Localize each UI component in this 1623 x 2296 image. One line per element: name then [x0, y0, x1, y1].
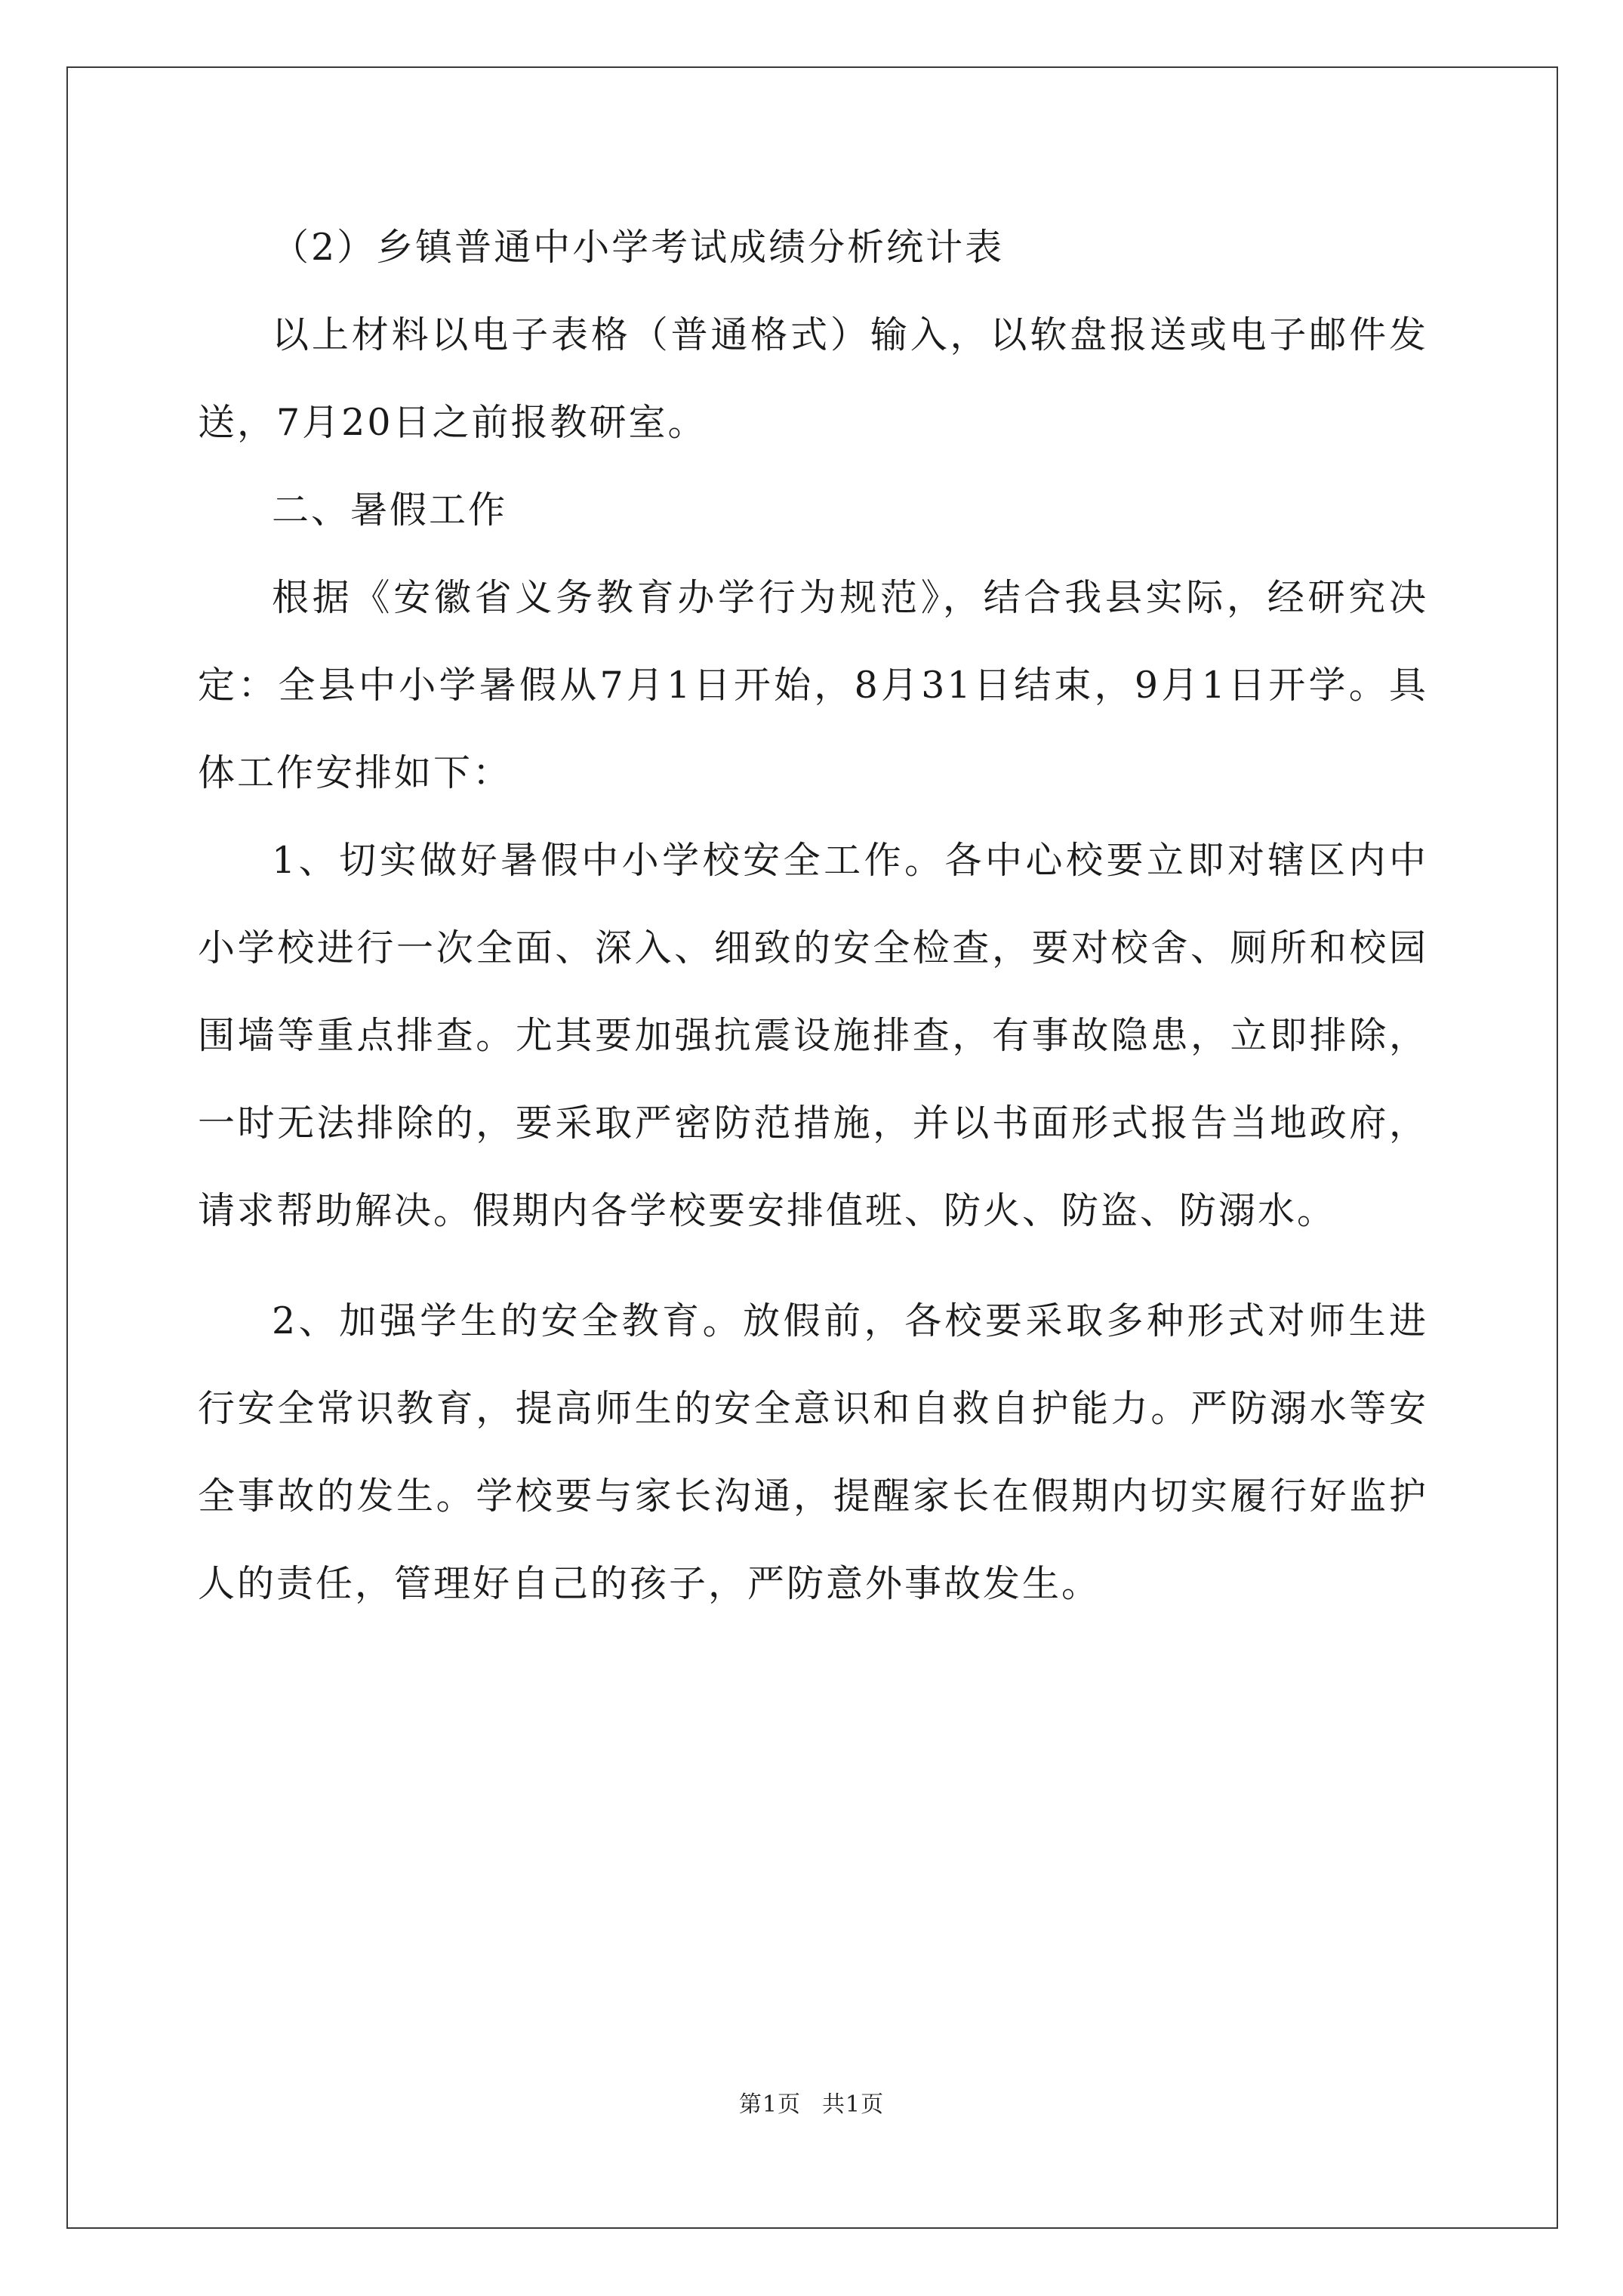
- paragraph-safety-work: 1、切实做好暑假中小学校安全工作。各中心校要立即对辖区内中小学校进行一次全面、深入、细致的安全检查，要对校舍、厕所和校园围墙等重点排查。尤其要加强抗震设施排查，有事故隐患，立即排除，一时无法排除的，要采取严密防范措施，并以书面形式报告当地政府，请求帮助解决。假期内各学校要安排值班、防火、防盗、防溺水。: [198, 839, 1428, 1232]
- page-total: 共1页: [822, 2091, 885, 2118]
- document-body: [198, 204, 1428, 1628]
- paragraph-summer-schedule: 根据《安徽省义务教育办学行为规范》，结合我县实际，经研究决定：全县中小学暑假从7月1日开始，8月31日结束，9月1日开学。具体工作安排如下：: [198, 576, 1428, 794]
- paragraph-attachment-item: （2）乡镇普通中小学考试成绩分析统计表: [272, 226, 1005, 269]
- paragraph-safety-education: 2、加强学生的安全教育。放假前，各校要采取多种形式对师生进行安全常识教育，提高师生的安全意识和自救自护能力。严防溺水等安全事故的发生。学校要与家长沟通，提醒家长在假期内切实履行好监护人的责任，管理好自己的孩子，严防意外事故发生。: [198, 1299, 1428, 1605]
- page-footer: [0, 2085, 1623, 2119]
- page-number: 第1页: [738, 2091, 801, 2118]
- paragraph-submission-note: 以上材料以电子表格（普通格式）输入，以软盘报送或电子邮件发送，7月20日之前报教研室。: [198, 313, 1428, 444]
- section-heading-summer-work: 二、暑假工作: [272, 488, 508, 532]
